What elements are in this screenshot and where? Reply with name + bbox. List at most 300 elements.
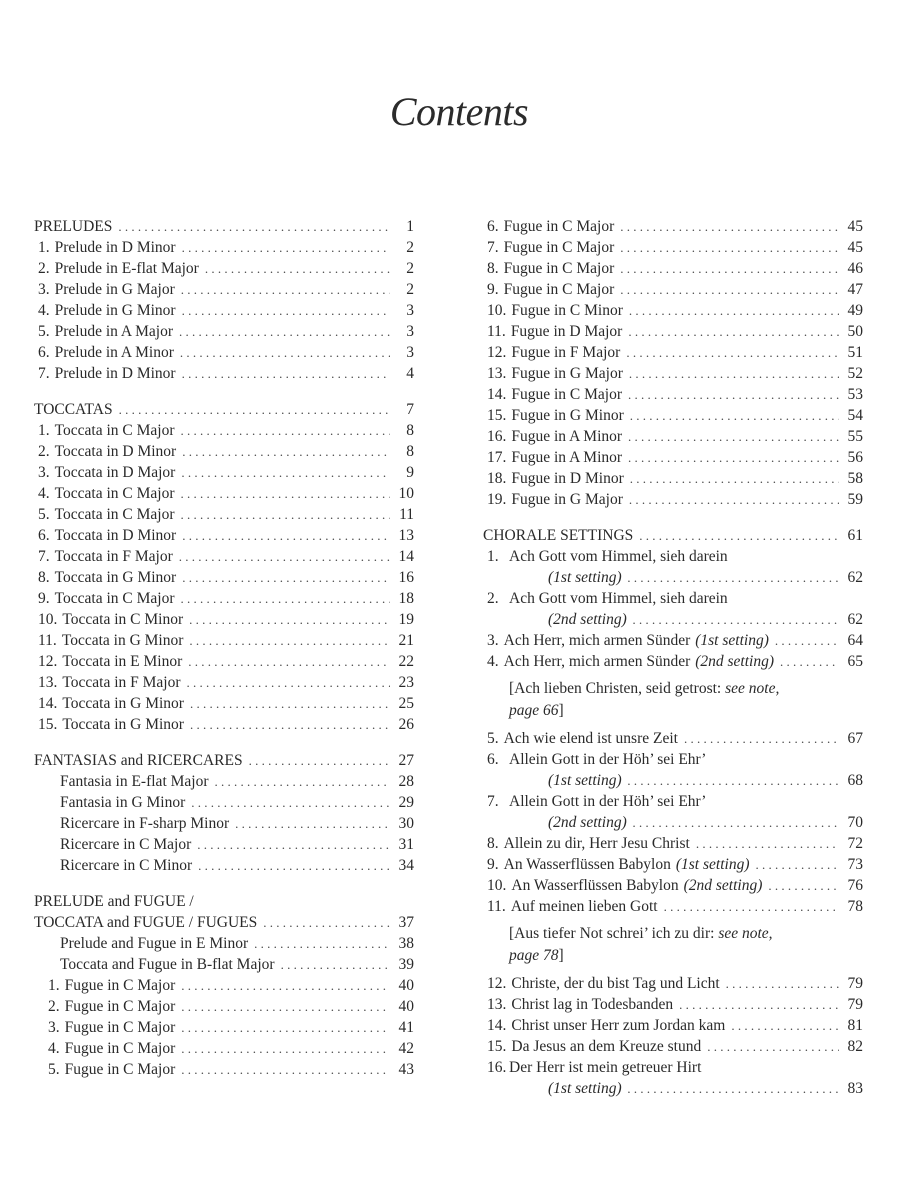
entry-title: Toccata in E Minor [62, 653, 183, 670]
entry-title: Fugue in C Major [64, 1061, 176, 1078]
entry-number: 11. [38, 632, 57, 649]
entry-title: Fugue in C Major [64, 1019, 176, 1036]
chorale-title-line [483, 588, 863, 609]
toc-entry[interactable] [34, 546, 414, 567]
entry-number: 17. [487, 449, 507, 466]
leader-dots [628, 426, 839, 447]
page-number: 2 [406, 260, 414, 277]
entry-title: Allein zu dir, Herr Jesu Christ [503, 835, 690, 852]
page-number: 46 [847, 260, 863, 277]
chorale-entry[interactable] [483, 1057, 863, 1099]
entry-number: 15. [487, 407, 507, 424]
page-number: 45 [847, 218, 863, 235]
chorale-entry[interactable] [483, 1036, 863, 1057]
leader-dots [630, 405, 839, 426]
chorale-entry[interactable] [483, 630, 863, 651]
entry-title: Ricercare in C Major [60, 836, 192, 853]
entry-number: 4. [487, 653, 499, 670]
leader-dots [684, 728, 839, 749]
entry-number: 14. [487, 386, 507, 403]
leader-dots [197, 834, 390, 855]
chorale-title-line [483, 1057, 863, 1078]
entry-number: 19. [487, 491, 507, 508]
toc-entry[interactable] [34, 300, 414, 321]
toc-entry[interactable] [483, 342, 863, 363]
page-number: 3 [406, 302, 414, 319]
entry-number: 3. [487, 632, 499, 649]
chorale-line [483, 651, 863, 672]
entry-title: Fugue in G Minor [511, 407, 624, 424]
leader-dots [182, 363, 390, 384]
leader-dots [181, 1017, 390, 1038]
toc-entry[interactable] [34, 672, 414, 693]
entry-number: 7. [487, 239, 499, 256]
leader-dots [780, 651, 839, 672]
chorale-entry[interactable] [483, 994, 863, 1015]
entry-number: 10. [487, 877, 507, 894]
entry-title: Allein Gott in der Höh’ sei Ehr’ [509, 793, 707, 810]
leader-dots [181, 420, 391, 441]
toc-entry[interactable] [483, 321, 863, 342]
page-number: 23 [398, 674, 414, 691]
heading-label: PRELUDES [34, 218, 113, 235]
chorale-entry[interactable] [483, 588, 863, 630]
entry-title: Da Jesus an dem Kreuze stund [511, 1038, 702, 1055]
heading-label: TOCCATAS [34, 401, 113, 418]
page-number: 79 [847, 975, 863, 992]
entry-title: Toccata in D Minor [54, 527, 177, 544]
chorale-title-line [483, 791, 863, 812]
page-number: 8 [406, 422, 414, 439]
page-number: 19 [398, 611, 414, 628]
toc-entry[interactable] [483, 489, 863, 510]
entry-number: 2. [48, 998, 60, 1015]
leader-dots [630, 468, 839, 489]
toc-entry[interactable] [34, 714, 414, 735]
entry-title: Toccata in D Minor [54, 443, 177, 460]
chorale-entry[interactable] [483, 728, 863, 749]
entry-title: Fantasia in E-flat Major [60, 773, 209, 790]
leader-dots [628, 384, 839, 405]
page-number: 40 [398, 998, 414, 1015]
chorale-line [483, 973, 863, 994]
toc-entry[interactable] [483, 279, 863, 300]
entry-number: 12. [487, 344, 507, 361]
page-number: 4 [406, 365, 414, 382]
page-number: 70 [847, 814, 863, 831]
entry-number: 10. [38, 611, 58, 628]
entry-number: 2. [38, 260, 50, 277]
leader-dots [768, 875, 839, 896]
entry-number: 3. [48, 1019, 60, 1036]
toc-entry[interactable] [483, 447, 863, 468]
page-number: 37 [398, 914, 414, 931]
toc-entry[interactable] [483, 300, 863, 321]
entry-number: 5. [487, 730, 499, 747]
entry-title: Prelude in G Minor [54, 302, 176, 319]
entry-title: Toccata in C Major [54, 506, 175, 523]
leader-dots [696, 833, 839, 854]
chorale-title-line [483, 546, 863, 567]
page-number: 8 [406, 443, 414, 460]
leader-dots [620, 216, 839, 237]
page-number: 31 [398, 836, 414, 853]
entry-number: 8. [487, 260, 499, 277]
heading-label: CHORALE SETTINGS [483, 527, 634, 544]
leader-dots [181, 504, 391, 525]
toc-entry[interactable] [34, 441, 414, 462]
entry-number: 13. [487, 365, 507, 382]
toc-entry[interactable] [34, 342, 414, 363]
entry-title: Auf meinen lieben Gott [510, 898, 658, 915]
toc-entry[interactable] [34, 258, 414, 279]
setting-label: (1st setting) [548, 772, 622, 789]
page-number: 61 [847, 527, 863, 544]
chorale-entry[interactable] [483, 833, 863, 854]
leader-dots [679, 994, 839, 1015]
entry-number: 8. [38, 569, 50, 586]
page-number: 67 [847, 730, 863, 747]
entry-title: Toccata in C Major [54, 590, 175, 607]
toc-entry[interactable] [483, 384, 863, 405]
entry-title: Toccata in C Minor [62, 611, 184, 628]
chorale-entry[interactable] [483, 1015, 863, 1036]
toc-entry[interactable] [34, 525, 414, 546]
entry-title: Ricercare in C Minor [60, 857, 193, 874]
chorale-setting-line [483, 609, 863, 630]
entry-title: Fugue in C Major [503, 260, 615, 277]
page-number: 34 [398, 857, 414, 874]
entry-title: Der Herr ist mein getreuer Hirt [509, 1059, 702, 1076]
page-number: 47 [847, 281, 863, 298]
entry-number: 13. [38, 674, 58, 691]
page-number: 2 [406, 281, 414, 298]
entry-number: 8. [487, 835, 499, 852]
section-preludes [34, 216, 414, 384]
entry-title: Ach Gott vom Himmel, sieh darein [509, 548, 728, 565]
section-fugues-continued [483, 216, 863, 510]
entry-number: 6. [487, 751, 499, 768]
leader-dots [731, 1015, 839, 1036]
entry-number: 3. [38, 464, 50, 481]
entry-number: 4. [38, 302, 50, 319]
leader-dots [191, 792, 390, 813]
entry-number: 7. [38, 548, 50, 565]
toc-entry[interactable] [34, 609, 414, 630]
page-number: 83 [847, 1080, 863, 1097]
entry-title: Prelude in A Major [54, 323, 174, 340]
toc-entry[interactable] [483, 237, 863, 258]
entry-number: 12. [487, 975, 507, 992]
leader-dots [628, 447, 839, 468]
leader-dots [182, 525, 390, 546]
toc-entry[interactable] [34, 279, 414, 300]
leader-dots [707, 1036, 839, 1057]
page-number: 10 [398, 485, 414, 502]
page-number: 27 [398, 752, 414, 769]
page-number: 50 [847, 323, 863, 340]
page-number: 21 [398, 632, 414, 649]
toc-entry[interactable] [34, 237, 414, 258]
leader-dots [633, 609, 839, 630]
page-number: 39 [398, 956, 414, 973]
leader-dots [628, 321, 839, 342]
leader-dots [726, 973, 839, 994]
section-heading[interactable] [34, 912, 414, 933]
entry-number: 5. [48, 1061, 60, 1078]
entry-title: Christe, der du bist Tag und Licht [511, 975, 720, 992]
setting-label: (1st setting) [675, 856, 750, 873]
entry-number: 3. [38, 281, 50, 298]
entry-title: Fugue in C Major [64, 1040, 176, 1057]
chorale-line [483, 994, 863, 1015]
leader-dots [620, 279, 839, 300]
entry-title: Toccata in C Major [54, 422, 175, 439]
section-heading[interactable] [34, 399, 414, 420]
chorale-line [483, 896, 863, 917]
toc-entry[interactable] [34, 630, 414, 651]
entry-number: 1. [48, 977, 60, 994]
page-number: 82 [847, 1038, 863, 1055]
page-number: 3 [406, 344, 414, 361]
note-page-link[interactable]: page 66 [509, 702, 559, 719]
entry-title: Toccata in F Major [54, 548, 173, 565]
page-number: 76 [847, 877, 863, 894]
chorale-entry[interactable] [483, 973, 863, 994]
leader-dots [281, 954, 390, 975]
leader-dots [628, 567, 839, 588]
entry-title: Toccata in C Major [54, 485, 175, 502]
toc-entry[interactable] [483, 405, 863, 426]
entry-number: 18. [487, 470, 507, 487]
chorale-entry[interactable] [483, 896, 863, 917]
setting-label: (2nd setting) [683, 877, 763, 894]
page-number: 28 [398, 773, 414, 790]
entry-title: Toccata in G Minor [61, 632, 184, 649]
entry-list [483, 216, 863, 510]
entry-title: Prelude in G Major [54, 281, 175, 298]
page-number: 45 [847, 239, 863, 256]
page-number: 11 [399, 506, 414, 523]
note-text: [Ach lieben Christen, seid getrost: [509, 680, 726, 697]
leader-dots [182, 237, 390, 258]
page-number: 25 [398, 695, 414, 712]
entry-title: Toccata in D Major [54, 464, 176, 481]
entry-list [34, 975, 414, 1080]
toc-entry[interactable] [34, 996, 414, 1017]
entry-number: 1. [38, 239, 50, 256]
page-number: 40 [398, 977, 414, 994]
entry-title: Fugue in G Major [511, 491, 623, 508]
entry-title: Ach wie elend ist unsre Zeit [503, 730, 678, 747]
entry-number: 9. [487, 856, 499, 873]
leader-dots [249, 750, 390, 771]
chorale-line [483, 630, 863, 651]
leader-dots [198, 855, 390, 876]
leader-dots [633, 812, 839, 833]
page-number: 78 [847, 898, 863, 915]
heading-label: FANTASIAS and RICERCARES [34, 752, 243, 769]
entry-title: Fugue in C Major [503, 239, 615, 256]
entry-number: 12. [38, 653, 58, 670]
page-number: 81 [847, 1017, 863, 1034]
leader-dots [620, 258, 839, 279]
chorale-line [483, 875, 863, 896]
leader-dots [755, 854, 839, 875]
toc-entry[interactable] [34, 504, 414, 525]
page-number: 22 [398, 653, 414, 670]
page-number: 64 [847, 632, 863, 649]
toc-entry[interactable] [34, 420, 414, 441]
entry-title: Toccata in G Minor [54, 569, 177, 586]
toc-entry[interactable] [34, 363, 414, 384]
leader-dots [628, 1078, 839, 1099]
leader-dots [188, 651, 390, 672]
page-number: 56 [847, 449, 863, 466]
note-page-link[interactable]: page 78 [509, 947, 559, 964]
toc-entry[interactable] [483, 468, 863, 489]
entry-title: Fugue in F Major [511, 344, 621, 361]
toc-entry[interactable] [34, 771, 414, 792]
entry-title: Toccata in F Major [62, 674, 181, 691]
section-heading[interactable] [483, 525, 863, 546]
page-number: 73 [847, 856, 863, 873]
entry-list [34, 933, 414, 975]
entry-number: 4. [48, 1040, 60, 1057]
chorale-entry[interactable] [483, 854, 863, 875]
entry-number: 15. [487, 1038, 507, 1055]
leader-dots [179, 546, 390, 567]
toc-entry[interactable] [34, 693, 414, 714]
leader-dots [629, 300, 839, 321]
page-number: 3 [406, 323, 414, 340]
leader-dots [189, 609, 390, 630]
toc-entry[interactable] [34, 588, 414, 609]
toc-entry[interactable] [34, 975, 414, 996]
section-heading[interactable] [34, 750, 414, 771]
chorale-line [483, 1015, 863, 1036]
leader-dots [664, 896, 839, 917]
section-toccatas [34, 399, 414, 735]
leader-dots [182, 441, 390, 462]
contents-right-column [483, 216, 863, 1114]
entry-number: 14. [38, 695, 58, 712]
chorale-title-line [483, 749, 863, 770]
page-number: 16 [398, 569, 414, 586]
page-number: 59 [847, 491, 863, 508]
page-number: 54 [847, 407, 863, 424]
toc-entry[interactable] [34, 933, 414, 954]
toc-entry[interactable] [483, 258, 863, 279]
page-number: 68 [847, 772, 863, 789]
leader-dots [254, 933, 390, 954]
toc-entry[interactable] [34, 651, 414, 672]
leader-dots [626, 342, 839, 363]
toc-entry[interactable] [34, 462, 414, 483]
entry-number: 6. [487, 218, 499, 235]
chorale-entry[interactable] [483, 875, 863, 896]
toc-entry[interactable] [34, 483, 414, 504]
leader-dots [190, 693, 390, 714]
leader-dots [182, 567, 390, 588]
leader-dots [620, 237, 839, 258]
page-number: 55 [847, 428, 863, 445]
toc-entry[interactable] [34, 1017, 414, 1038]
leader-dots [181, 996, 390, 1017]
toc-entry[interactable] [34, 954, 414, 975]
chorale-entry[interactable] [483, 546, 863, 588]
chorale-line [483, 854, 863, 875]
chorale-setting-line [483, 770, 863, 791]
leader-dots [189, 630, 390, 651]
leader-dots [181, 279, 390, 300]
page-number: 29 [398, 794, 414, 811]
note-see: see note, [725, 680, 780, 697]
leader-dots [119, 399, 390, 420]
section-heading[interactable] [34, 216, 414, 237]
entry-number: 9. [38, 590, 50, 607]
entry-title: Toccata in G Minor [62, 695, 184, 712]
leader-dots [181, 975, 390, 996]
entry-number: 7. [487, 793, 499, 810]
toc-entry[interactable] [483, 216, 863, 237]
chorale-entry[interactable] [483, 651, 863, 672]
leader-dots [180, 342, 390, 363]
page-number: 51 [847, 344, 863, 361]
toc-entry[interactable] [34, 1059, 414, 1080]
page-number: 79 [847, 996, 863, 1013]
setting-label: (1st setting) [695, 632, 769, 649]
page-number: 18 [398, 590, 414, 607]
toc-entry[interactable] [34, 855, 414, 876]
setting-label: (2nd setting) [548, 814, 627, 831]
toc-entry[interactable] [34, 321, 414, 342]
toc-entry[interactable] [483, 363, 863, 384]
page-number: 30 [398, 815, 414, 832]
leader-dots [215, 771, 391, 792]
entry-title: Fugue in C Major [64, 998, 176, 1015]
leader-dots [181, 1059, 390, 1080]
entry-title: Fugue in C Major [64, 977, 176, 994]
entry-number: 2. [38, 443, 50, 460]
entry-title: Fugue in C Minor [511, 302, 623, 319]
entry-number: 6. [38, 527, 50, 544]
contents-left-column [34, 216, 414, 1095]
toc-entry[interactable] [34, 792, 414, 813]
toc-entry[interactable] [34, 567, 414, 588]
page-number: 53 [847, 386, 863, 403]
entry-title: Fugue in A Minor [511, 428, 623, 445]
section-fugues [34, 891, 414, 1080]
entry-title: Allein Gott in der Höh’ sei Ehr’ [509, 751, 707, 768]
chorale-line [483, 833, 863, 854]
page-number: 13 [398, 527, 414, 544]
chorale-entry[interactable] [483, 791, 863, 833]
heading-line-1: PRELUDE and FUGUE / [34, 893, 194, 910]
toc-entry[interactable] [34, 813, 414, 834]
toc-entry[interactable] [483, 426, 863, 447]
page-number: 72 [847, 835, 863, 852]
entry-title: An Wasserflüssen Babylon [503, 856, 671, 873]
entry-number: 16. [487, 428, 507, 445]
chorale-entry[interactable] [483, 749, 863, 791]
toc-entry[interactable] [34, 1038, 414, 1059]
entry-number: 16. [487, 1059, 507, 1076]
toc-entry[interactable] [34, 834, 414, 855]
leader-dots [181, 483, 391, 504]
entry-list [34, 237, 414, 384]
entry-list [34, 771, 414, 876]
